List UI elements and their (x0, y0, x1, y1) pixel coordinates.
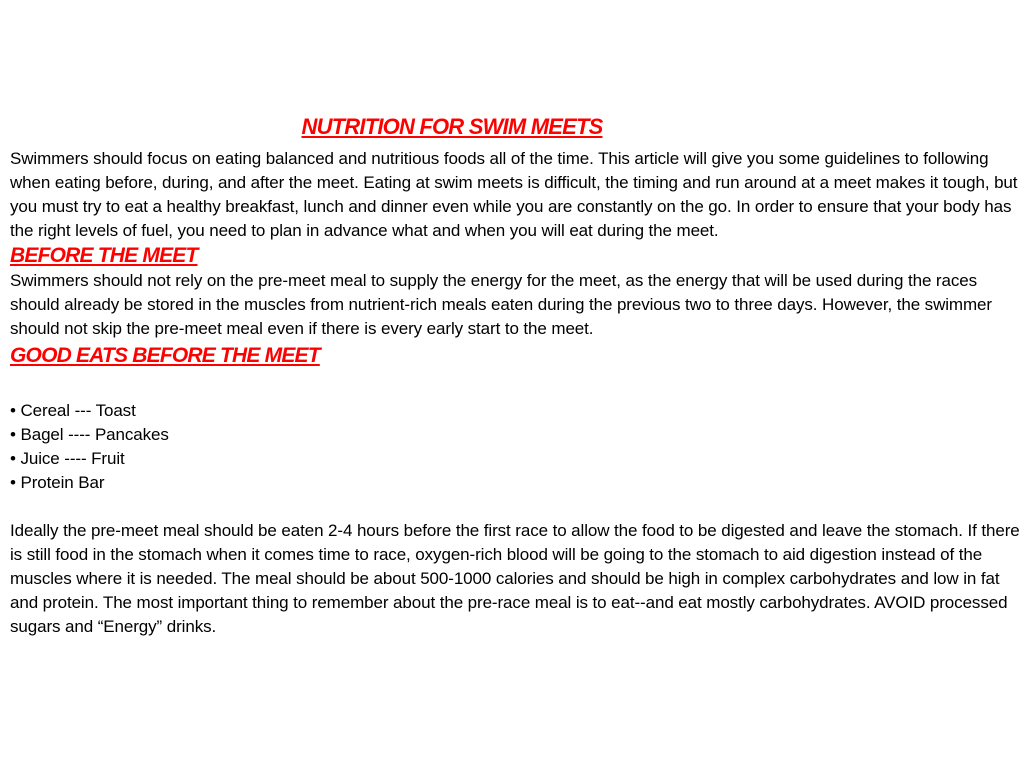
food-list-item: • Cereal --- Toast (10, 401, 136, 420)
page-title: NUTRITION FOR SWIM MEETS (301, 114, 603, 139)
before-meet-heading: BEFORE THE MEET (10, 244, 198, 267)
spacer (10, 375, 1020, 399)
good-eats-heading: GOOD EATS BEFORE THE MEET (10, 344, 320, 367)
food-list-item: • Bagel ---- Pancakes (10, 425, 169, 444)
food-list-item: • Juice ---- Fruit (10, 449, 125, 468)
food-list (10, 399, 1020, 495)
intro-paragraph: Swimmers should focus on eating balanced and nutritious foods all of the time. This article will give you some guidelines to following when eating before, during, and after the meet. Eating at swim meets is difficult, the timing and run around at a meet makes it tough, but you must try to eat a healthy breakfast, lunch and dinner even while you are constantly on the go. In order to ensure that your body has the right levels of fuel, you need to plan in advance what and when you will eat during the meet. (10, 149, 1018, 240)
article-body (10, 147, 1020, 639)
spacer (10, 495, 1020, 519)
before-meet-paragraph: Swimmers should not rely on the pre-meet meal to supply the energy for the meet, as the energy that will be used during the races should already be stored in the muscles from nutrient-rich meals eaten during the previous two to three days. However, the swimmer should not skip the pre-meet meal even if there is every early start to the meet. (10, 271, 992, 338)
closing-paragraph: Ideally the pre-meet meal should be eaten 2-4 hours before the first race to allow the food to be digested and leave the stomach. If there is still food in the stomach when it comes time to race, oxygen-rich blood will be going to the stomach to aid digestion instead of the muscles where it is needed. The meal should be about 500-1000 calories and should be high in complex carbohydrates and low in fat and protein. The most important thing to remember about the pre-race meal is to eat--and eat mostly carbohydrates. AVOID processed sugars and “Energy” drinks. (10, 521, 1020, 636)
food-list-item: • Protein Bar (10, 473, 105, 492)
